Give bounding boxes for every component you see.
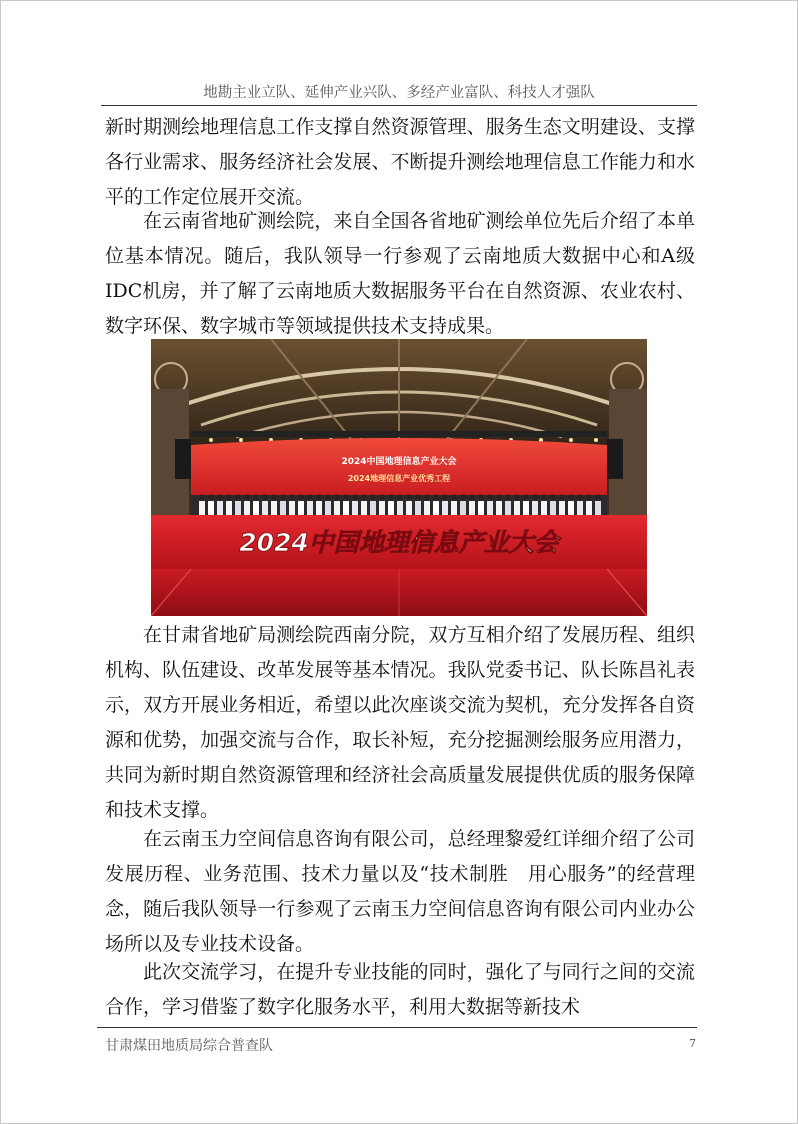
person-figure xyxy=(505,501,511,517)
person-figure xyxy=(442,501,448,517)
person-head xyxy=(532,494,537,499)
person-figure xyxy=(217,501,223,517)
person-head xyxy=(406,494,411,499)
person-head xyxy=(397,494,402,499)
person-head xyxy=(550,494,555,499)
person-head xyxy=(370,494,375,499)
person-head xyxy=(559,494,564,499)
person-figure xyxy=(208,501,214,517)
paragraph-2: 在云南省地矿测绘院，来自全国各省地矿测绘单位先后介绍了本单位基本情况。随后，我队领导一行参观了云南地质大数据中心和A级IDC机房，并了解了云南地质大数据服务平台在自然资源、农业农村、数字环保、数字城市等领域提供技术支持成果。 xyxy=(105,210,695,337)
person-figure xyxy=(586,501,592,517)
person-figure xyxy=(487,501,493,517)
person-head xyxy=(469,494,474,499)
person-figure xyxy=(271,501,277,517)
person-figure xyxy=(388,501,394,517)
person-figure xyxy=(424,501,430,517)
screen-subtitle: 2024地理信息产业优秀工程 xyxy=(347,474,451,483)
person-figure xyxy=(316,501,322,517)
screen-title: 2024中国地理信息产业大会 xyxy=(341,457,457,467)
person-head xyxy=(568,494,573,499)
footer-divider xyxy=(97,1027,697,1028)
person-figure xyxy=(352,501,358,517)
person-head xyxy=(451,494,456,499)
paragraph-3: 在甘肃省地矿局测绘院西南分院，双方互相介绍了发展历程、组织机构、队伍建设、改革发展等基本情况。我队党委书记、队长陈昌礼表示，双方开展业务相近，希望以此次座谈交流为契机，充分发挥各自资源和优势，加强交流与合作，取长补短，充分挖掘测绘服务应用潜力，共同为新时期自然资源管理和经济社会高质量发展提供优质的服务保障和技术支撑。 xyxy=(105,624,695,821)
person-figure xyxy=(262,501,268,517)
page-number: 7 xyxy=(689,1037,696,1050)
person-figure xyxy=(541,501,547,517)
person-figure xyxy=(199,501,205,517)
person-figure xyxy=(415,501,421,517)
person-figure xyxy=(226,501,232,517)
person-head xyxy=(199,494,204,499)
person-head xyxy=(217,494,222,499)
header-divider xyxy=(101,105,697,106)
person-head xyxy=(577,494,582,499)
person-head xyxy=(307,494,312,499)
person-head xyxy=(541,494,546,499)
person-head xyxy=(442,494,447,499)
person-figure xyxy=(379,501,385,517)
person-head xyxy=(496,494,501,499)
person-figure xyxy=(559,501,565,517)
person-figure xyxy=(595,501,601,517)
person-figure xyxy=(577,501,583,517)
person-head xyxy=(505,494,510,499)
person-figure xyxy=(406,501,412,517)
person-head xyxy=(289,494,294,499)
person-figure xyxy=(478,501,484,517)
person-head xyxy=(253,494,258,499)
conference-photo-illustration xyxy=(151,339,647,616)
person-figure xyxy=(532,501,538,517)
person-figure xyxy=(514,501,520,517)
person-head xyxy=(235,494,240,499)
person-head xyxy=(586,494,591,499)
footer-organization: 甘肃煤田地质局综合普查队 xyxy=(105,1038,273,1054)
person-head xyxy=(298,494,303,499)
person-head xyxy=(487,494,492,499)
paragraph-5: 此次交流学习，在提升专业技能的同时，强化了与同行之间的交流合作，学习借鉴了数字化服务水平，利用大数据等新技术 xyxy=(105,961,695,1018)
person-head xyxy=(280,494,285,499)
person-head xyxy=(523,494,528,499)
conference-photo xyxy=(151,339,647,616)
person-head xyxy=(343,494,348,499)
person-head xyxy=(460,494,465,499)
person-head xyxy=(208,494,213,499)
person-head xyxy=(424,494,429,499)
person-figure xyxy=(433,501,439,517)
person-figure xyxy=(460,501,466,517)
person-figure xyxy=(451,501,457,517)
person-figure xyxy=(307,501,313,517)
person-figure xyxy=(325,501,331,517)
paragraph-4: 在云南玉力空间信息咨询有限公司，总经理黎爱红详细介绍了公司发展历程、业务范围、技术力量以及“技术制胜 用心服务”的经营理念，随后我队领导一行参观了云南玉力空间信息咨询有限公司内业办公场所以及专业技术设备。 xyxy=(105,828,695,955)
person-head xyxy=(334,494,339,499)
person-head xyxy=(478,494,483,499)
person-figure xyxy=(568,501,574,517)
stage-banner: 2024中国地理信息产业大会 xyxy=(239,528,559,557)
person-head xyxy=(226,494,231,499)
person-figure xyxy=(496,501,502,517)
person-head xyxy=(271,494,276,499)
person-figure xyxy=(370,501,376,517)
person-head xyxy=(433,494,438,499)
person-figure xyxy=(235,501,241,517)
person-head xyxy=(514,494,519,499)
person-figure xyxy=(343,501,349,517)
person-figure xyxy=(334,501,340,517)
paragraph-1: 新时期测绘地理信息工作支撑自然资源管理、服务生态文明建设、支撑各行业需求、服务经济社会发展、不断提升测绘地理信息工作能力和水平的工作定位展开交流。 xyxy=(105,116,695,208)
person-head xyxy=(595,494,600,499)
person-head xyxy=(262,494,267,499)
person-figure xyxy=(289,501,295,517)
person-head xyxy=(325,494,330,499)
person-figure xyxy=(298,501,304,517)
person-head xyxy=(379,494,384,499)
page-header-slogan: 地勘主业立队、延伸产业兴队、多经产业富队、科技人才强队 xyxy=(203,85,595,101)
person-head xyxy=(244,494,249,499)
person-figure xyxy=(244,501,250,517)
person-head xyxy=(352,494,357,499)
person-head xyxy=(361,494,366,499)
person-figure xyxy=(280,501,286,517)
person-figure xyxy=(523,501,529,517)
person-head xyxy=(316,494,321,499)
person-figure xyxy=(550,501,556,517)
person-figure xyxy=(253,501,259,517)
person-head xyxy=(415,494,420,499)
person-figure xyxy=(469,501,475,517)
person-figure xyxy=(397,501,403,517)
person-figure xyxy=(361,501,367,517)
person-head xyxy=(388,494,393,499)
